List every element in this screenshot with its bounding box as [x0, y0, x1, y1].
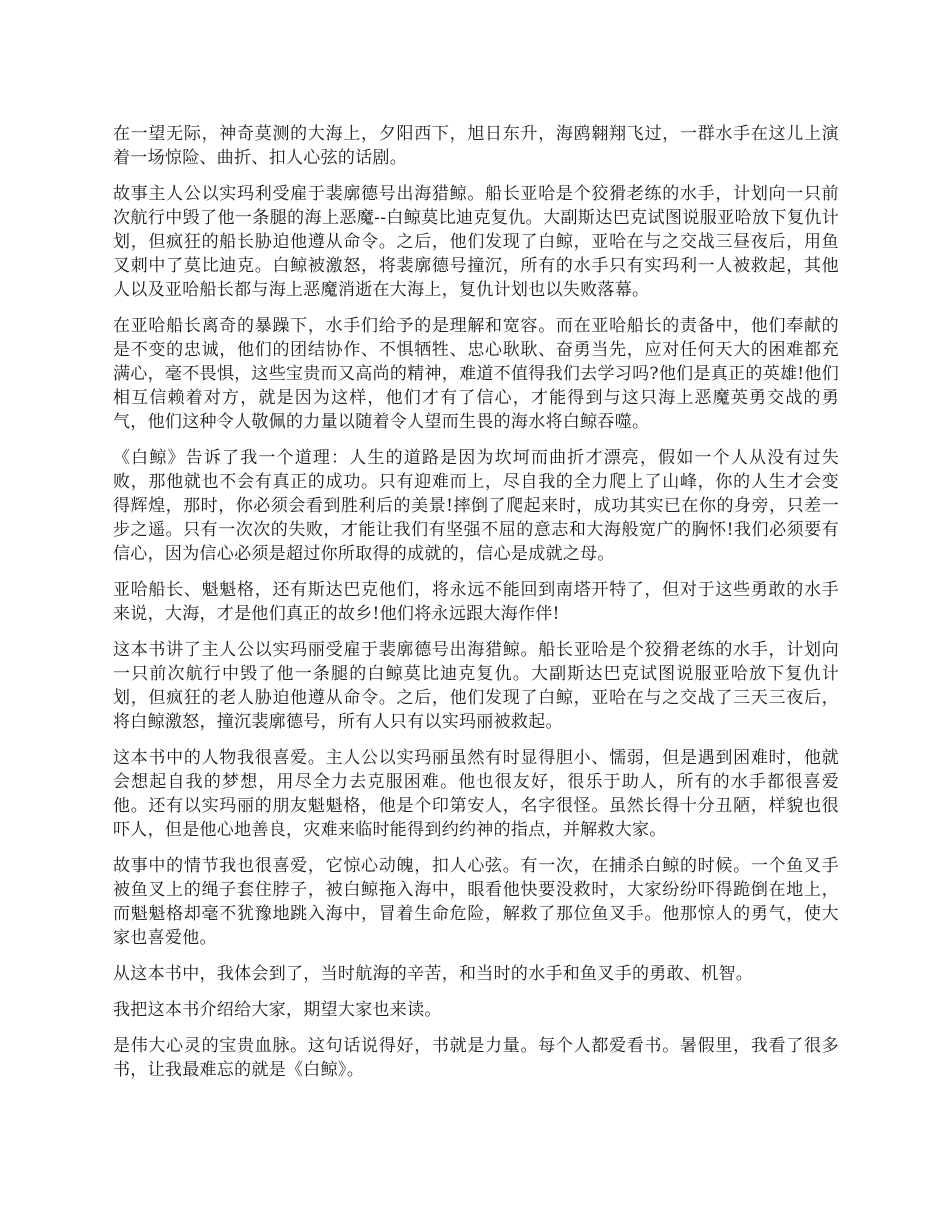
- paragraph-9: 从这本书中，我体会到了，当时航海的辛苦，和当时的水手和鱼叉手的勇敢、机智。: [113, 964, 754, 984]
- paragraph-4: 《白鲸》告诉了我一个道理：人生的道路是因为坎坷而曲折才漂亮，假如一个人从没有过失败，那他就也不会有真正的成功。只有迎难而上，尽自我的全力爬上了山峰，你的人生才会变得辉煌，那时，你必须会看到胜利后的美景!摔倒了爬起来时，成功其实已在你的身旁，只差一步之遥。只有一次次的失败，才能让我们有坚强不屈的意志和大海般宽广的胸怀!我们必须要有信心，因为信心必须是超过你所取得的成就的，信心是成就之母。: [113, 448, 839, 564]
- paragraph-10: 我把这本书介绍给大家，期望大家也来读。: [113, 1000, 442, 1020]
- paragraph-11: 是伟大心灵的宝贵血脉。这句话说得好，书就是力量。每个人都爱看书。暑假里，我看了很多书，让我最难忘的就是《白鲸》。: [113, 1036, 839, 1080]
- document-body: [113, 122, 839, 1094]
- paragraph-8: 故事中的情节我也很喜爱，它惊心动魄，扣人心弦。有一次，在捕杀白鲸的时候。一个鱼叉手被鱼叉上的绳子套住脖子，被白鲸拖入海中，眼看他快要没救时，大家纷纷吓得跪倒在地上，而魁魁格却毫不犹豫地跳入海中，冒着生命危险，解救了那位鱼叉手。他那惊人的勇气，使大家也喜爱他。: [113, 856, 839, 948]
- paragraph-2: 故事主人公以实玛利受雇于裴廓德号出海猎鲸。船长亚哈是个狡猾老练的水手，计划向一只前次航行中毁了他一条腿的海上恶魔--白鲸莫比迪克复仇。大副斯达巴克试图说服亚哈放下复仇计划，但疯狂的船长胁迫他遵从命令。之后，他们发现了白鲸，亚哈在与之交战三昼夜后，用鱼叉刺中了莫比迪克。白鲸被激怒，将裴廓德号撞沉，所有的水手只有实玛利一人被救起，其他人以及亚哈船长都与海上恶魔消逝在大海上，复仇计划也以失败落幕。: [113, 184, 839, 300]
- paragraph-6: 这本书讲了主人公以实玛丽受雇于裴廓德号出海猎鲸。船长亚哈是个狡猾老练的水手，计划向一只前次航行中毁了他一条腿的白鲸莫比迪克复仇。大副斯达巴克试图说服亚哈放下复仇计划，但疯狂的老人胁迫他遵从命令。之后，他们发现了白鲸，亚哈在与之交战了三天三夜后，将白鲸激怒，撞沉裴廓德号，所有人只有以实玛丽被救起。: [113, 640, 839, 732]
- paragraph-3: 在亚哈船长离奇的暴躁下，水手们给予的是理解和宽容。而在亚哈船长的责备中，他们奉献的是不变的忠诚，他们的团结协作、不惧牺牲、忠心耿耿、奋勇当先，应对任何天大的困难都充满心，毫不畏惧，这些宝贵而又高尚的精神，难道不值得我们去学习吗?他们是真正的英雄!他们相互信赖着对方，就是因为这样，他们才有了信心，才能得到与这只海上恶魔英勇交战的勇气，他们这种令人敬佩的力量以随着令人望而生畏的海水将白鲸吞噬。: [113, 316, 839, 432]
- paragraph-7: 这本书中的人物我很喜爱。主人公以实玛丽虽然有时显得胆小、懦弱，但是遇到困难时，他就会想起自我的梦想，用尽全力去克服困难。他也很友好，很乐于助人，所有的水手都很喜爱他。还有以实玛丽的朋友魁魁格，他是个印第安人，名字很怪。虽然长得十分丑陋，样貌也很吓人，但是他心地善良，灾难来临时能得到约约神的指点，并解救大家。: [113, 748, 839, 840]
- paragraph-5: 亚哈船长、魁魁格，还有斯达巴克他们，将永远不能回到南塔开特了，但对于这些勇敢的水手来说，大海，才是他们真正的故乡!他们将永远跟大海作伴!: [113, 580, 839, 624]
- paragraph-1: 在一望无际，神奇莫测的大海上，夕阳西下，旭日东升，海鸥翱翔飞过，一群水手在这儿上演着一场惊险、曲折、扣人心弦的话剧。: [113, 124, 839, 168]
